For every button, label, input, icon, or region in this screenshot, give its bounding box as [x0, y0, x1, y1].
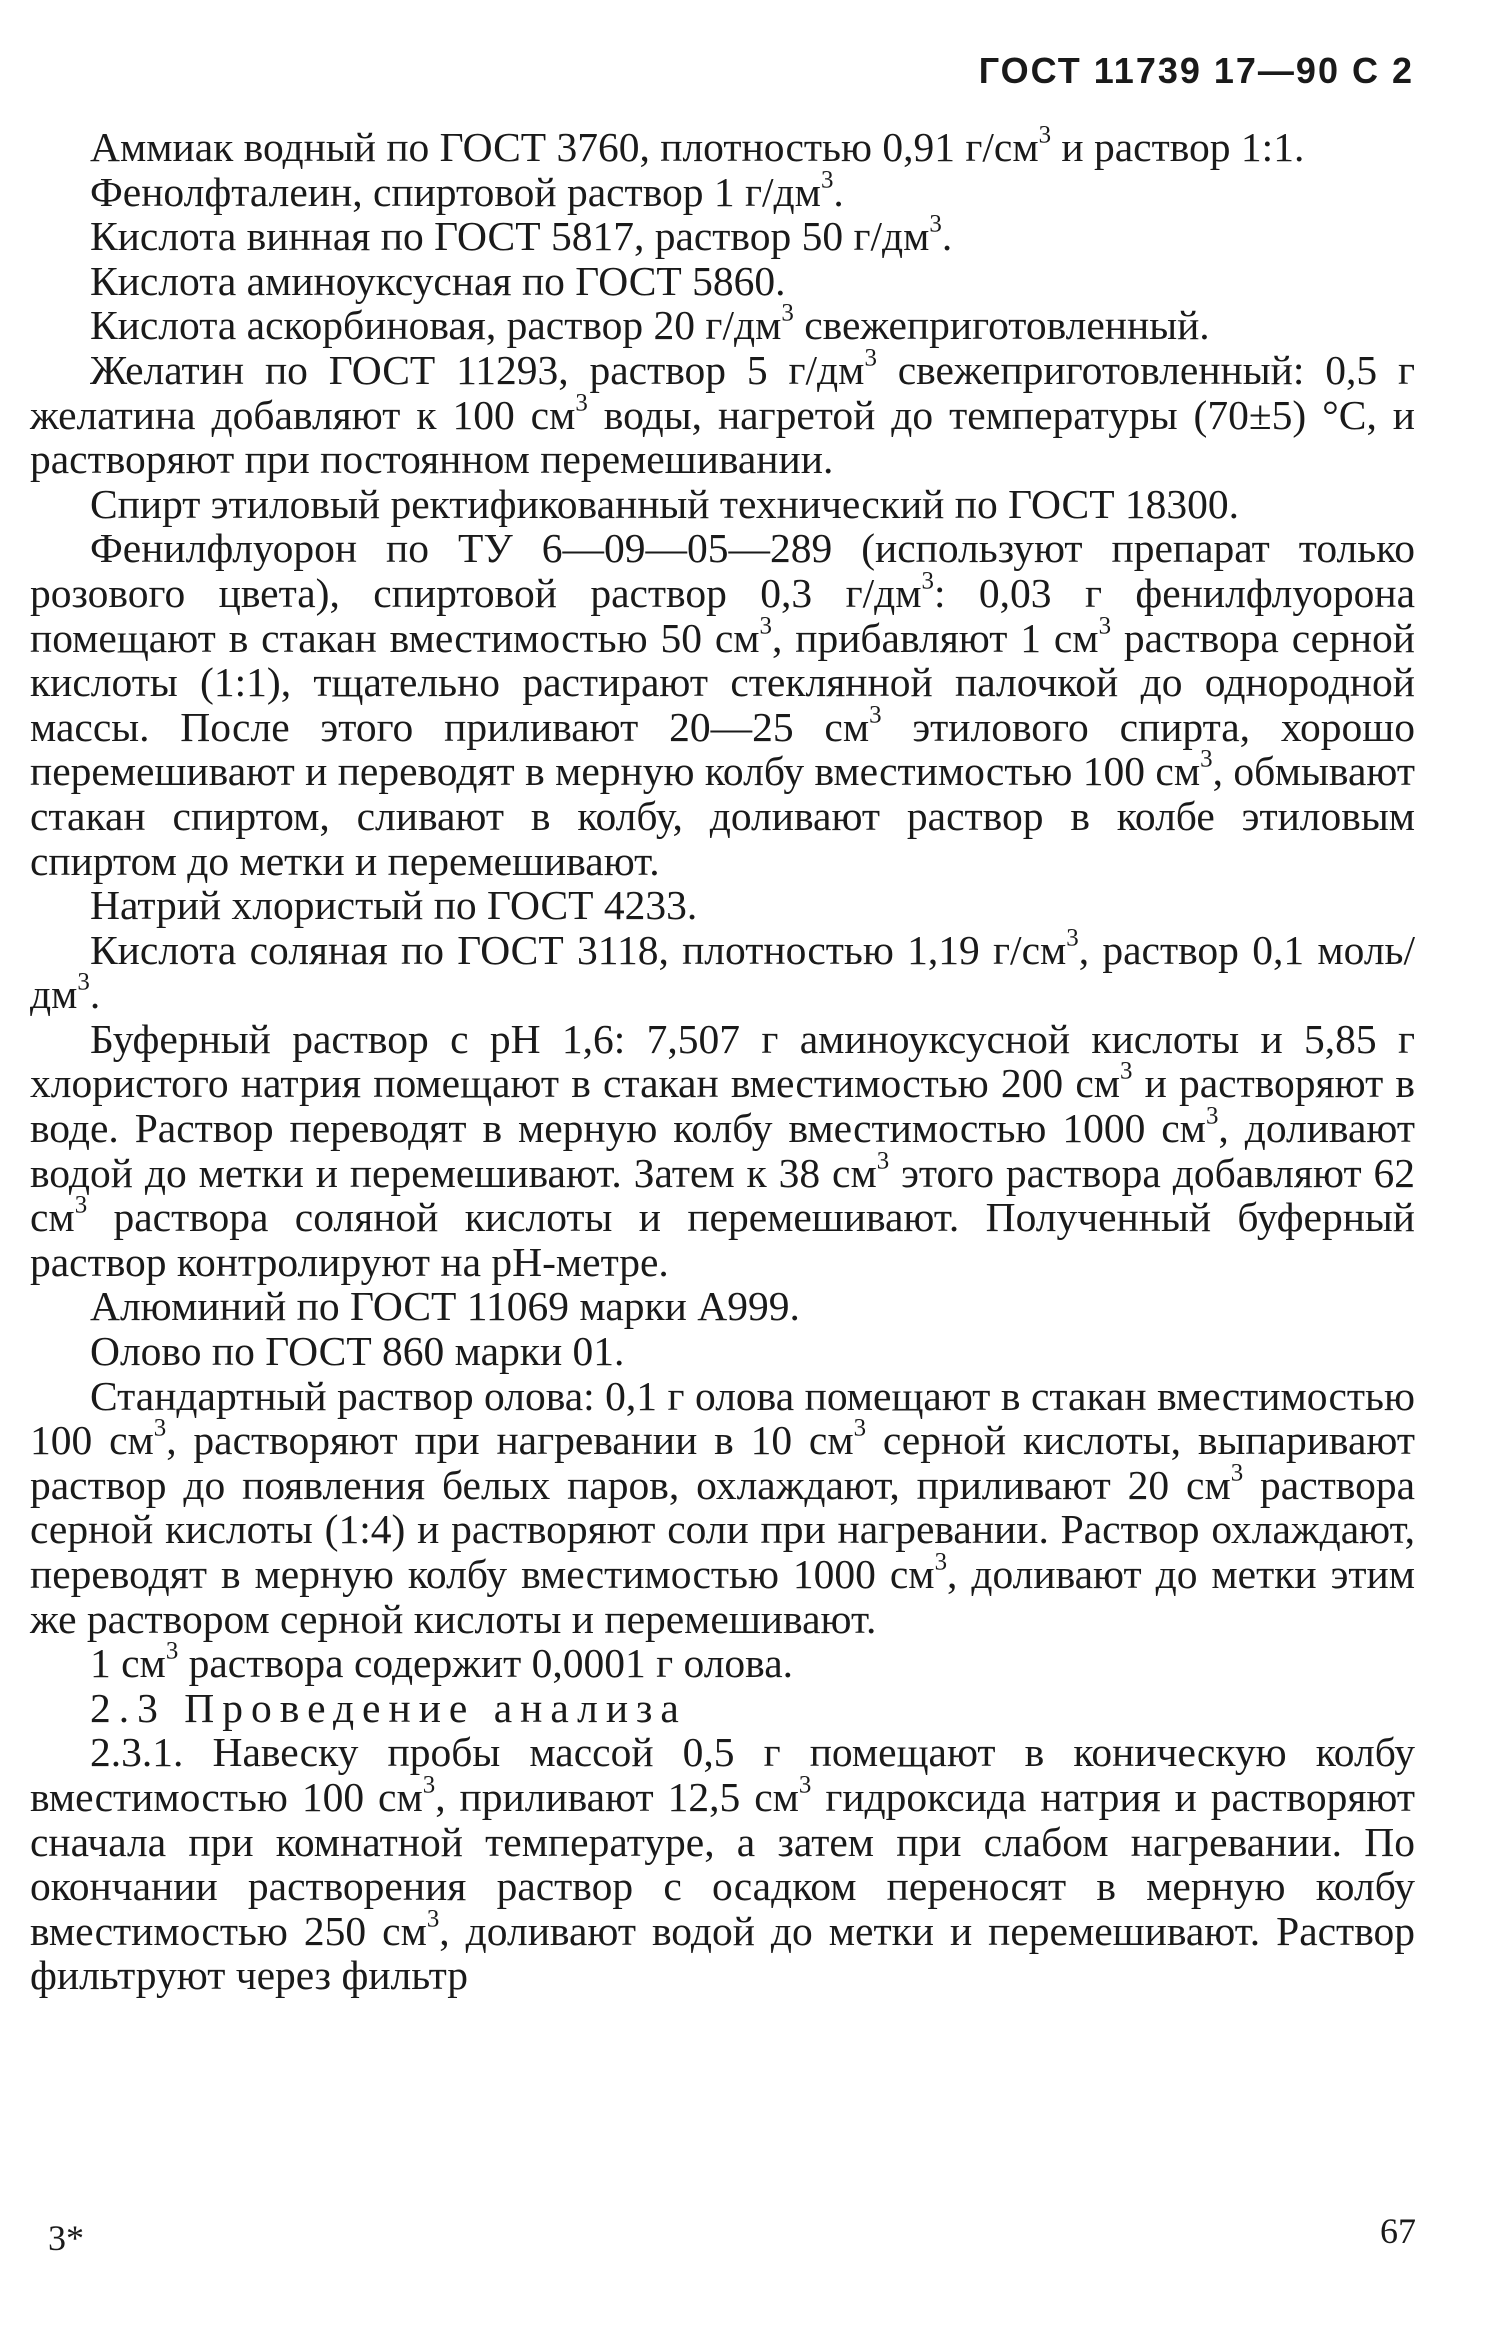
text-segment: свежеприготовленный. [793, 302, 1210, 349]
paragraph [30, 259, 1415, 304]
paragraph [30, 344, 1415, 483]
text-segment: 1 см [90, 1640, 166, 1687]
superscript: 3 [934, 1548, 948, 1576]
paragraph [30, 1284, 1415, 1329]
superscript: 3 [74, 1191, 88, 1219]
text-segment: Кислота аминоуксусная по ГОСТ 5860. [90, 257, 786, 304]
superscript: 3 [759, 611, 772, 639]
paragraph [30, 1637, 1415, 1687]
text-segment: и растворяют в воде. Раствор переводят в мерную колбу вместимостью 1000 см [30, 1060, 1415, 1152]
text-segment: , растворяют при нагревании в 10 см [166, 1417, 854, 1464]
superscript: 3 [820, 165, 834, 193]
superscript: 3 [1038, 121, 1052, 149]
text-segment: . [89, 971, 101, 1018]
text-segment: серной кислоты, выпаривают раствор до появления белых паров, охлаждают, приливают 20 см [30, 1417, 1415, 1508]
text-segment: раствора содержит 0,0001 г олова. [178, 1640, 794, 1687]
paragraph [30, 210, 1415, 260]
superscript: 3 [1230, 1459, 1244, 1487]
paragraph [30, 299, 1415, 349]
superscript: 3 [1120, 1057, 1133, 1085]
paragraph [30, 526, 1415, 883]
superscript: 3 [426, 1905, 440, 1933]
paragraph [30, 165, 1415, 215]
text-segment: гидроксида натрия и растворяют сначала при комнатной температуре, а затем при слабом нагревании. По окончании растворения раствор с осадком переносят в мерную колбу вместимостью 250 см [30, 1773, 1416, 1954]
text-segment: Алюминий по ГОСТ 11069 марки А999. [90, 1283, 800, 1330]
superscript: 3 [781, 299, 794, 327]
text-segment: Аммиак водный по ГОСТ 3760, плотностью 0,91 г/см [90, 124, 1039, 170]
section-heading [30, 1686, 1415, 1731]
text-segment: , прибавляют 1 см [771, 614, 1099, 661]
text-segment: Фенолфталеин, спиртовой раствор 1 г/дм [90, 168, 821, 215]
text-segment: . [941, 213, 953, 260]
superscript: 3 [853, 1414, 867, 1442]
text-segment: раствора серной кислоты (1:1), тщательно растирают стеклянной палочкой до однородной массы. После этого приливают 20—25 см [30, 614, 1415, 750]
text-segment: , раствор 0,1 моль/дм [30, 926, 1415, 1018]
superscript: 3 [1205, 1102, 1219, 1130]
document-body [30, 121, 1416, 1999]
superscript: 3 [1098, 611, 1112, 639]
superscript: 3 [165, 1637, 179, 1665]
text-segment: и раствор 1:1. [1051, 124, 1305, 170]
text-segment: , доливают до метки этим же раствором серной кислоты и перемешивают. [30, 1551, 1415, 1642]
paragraph [30, 1730, 1415, 1998]
paragraph [30, 1329, 1415, 1374]
superscript: 3 [869, 701, 882, 729]
text-segment: Натрий хлористый по ГОСТ 4233. [90, 882, 698, 929]
superscript: 3 [1200, 745, 1213, 773]
superscript: 3 [876, 1146, 890, 1174]
text-segment: Буферный раствор с рН 1,6: 7,507 г аминоуксусной кислоты и 5,85 г хлористого натрия помещают в стакан вместимостью 200 см [30, 1015, 1415, 1107]
paragraph [30, 482, 1415, 527]
footer-signature-mark: 3* [48, 2218, 84, 2258]
text-segment: Спирт этиловый ректификованный технический по ГОСТ 18300. [90, 480, 1240, 527]
superscript: 3 [77, 968, 90, 996]
superscript: 3 [153, 1414, 167, 1442]
text-segment: Кислота аскорбиновая, раствор 20 г/дм [90, 302, 782, 349]
text-segment: , обмывают стакан спиртом, сливают в колбу, доливают раствор в колбе этиловым спиртом до метки и перемешивают. [30, 748, 1415, 884]
text-segment: этого раствора добавляют 62 см [30, 1149, 1415, 1241]
text-segment: раствора серной кислоты (1:4) и растворяют соли при нагревании. Раствор охлаждают, переводят в мерную колбу вместимостью 1000 см [30, 1461, 1415, 1597]
text-segment: Олово по ГОСТ 860 марки 01. [90, 1328, 625, 1375]
text-segment: Фенилфлуорон по ТУ 6—09—05—289 (используют препарат только розового цвета), спиртовой раствор 0,3 г/дм [30, 525, 1415, 616]
text-segment: Желатин по ГОСТ 11293, раствор 5 г/дм [90, 346, 865, 393]
paragraph [30, 1017, 1415, 1285]
page-number: 67 [1380, 2211, 1416, 2251]
paragraph [30, 121, 1415, 170]
paragraph [30, 1374, 1415, 1642]
text-segment: , приливают 12,5 см [435, 1773, 799, 1820]
paragraph [30, 924, 1415, 1018]
text-segment: раствора соляной кислоты и перемешивают. Полученный буферный раствор контролируют на рН-метре. [30, 1194, 1415, 1285]
text-segment: воды, нагретой до температуры (70±5) °С, и растворяют при постоянном перемешивании. [30, 391, 1415, 483]
superscript: 3 [864, 344, 877, 372]
text-segment: Стандартный раствор олова: 0,1 г олова помещают в стакан вместимостью 100 см [30, 1372, 1415, 1464]
text-segment: этилового спирта, хорошо перемешивают и переводят в мерную колбу вместимостью 100 см [30, 703, 1415, 795]
text-segment: свежеприготовленный: 0,5 г желатина добавляют к 100 см [30, 346, 1415, 438]
text-segment: , доливают водой до метки и перемешивают. Затем к 38 см [30, 1105, 1415, 1196]
superscript: 3 [798, 1771, 812, 1799]
text-segment: Кислота винная по ГОСТ 5817, раствор 50 г/дм [90, 213, 930, 260]
superscript: 3 [921, 567, 934, 595]
text-segment: , доливают водой до метки и перемешивают. Раствор фильтруют через фильтр [30, 1907, 1416, 1999]
text-segment: . [833, 168, 844, 215]
superscript: 3 [929, 210, 942, 238]
text-segment: Кислота соляная по ГОСТ 3118, плотностью 1,19 г/см [90, 926, 1067, 973]
page-header: ГОСТ 11739 17—90 С 2 [978, 50, 1414, 91]
superscript: 3 [422, 1771, 436, 1799]
text-segment: 2.3 Проведение анализа [90, 1684, 687, 1731]
text-segment: 2.3.1. Навеску пробы массой 0,5 г помещают в коническую колбу вместимостью 100 см [30, 1729, 1415, 1820]
paragraph [30, 883, 1415, 928]
text-segment: : 0,03 г фенилфлуорона помещают в стакан вместимостью 50 см [30, 569, 1415, 661]
superscript: 3 [1066, 924, 1079, 952]
superscript: 3 [575, 388, 588, 416]
